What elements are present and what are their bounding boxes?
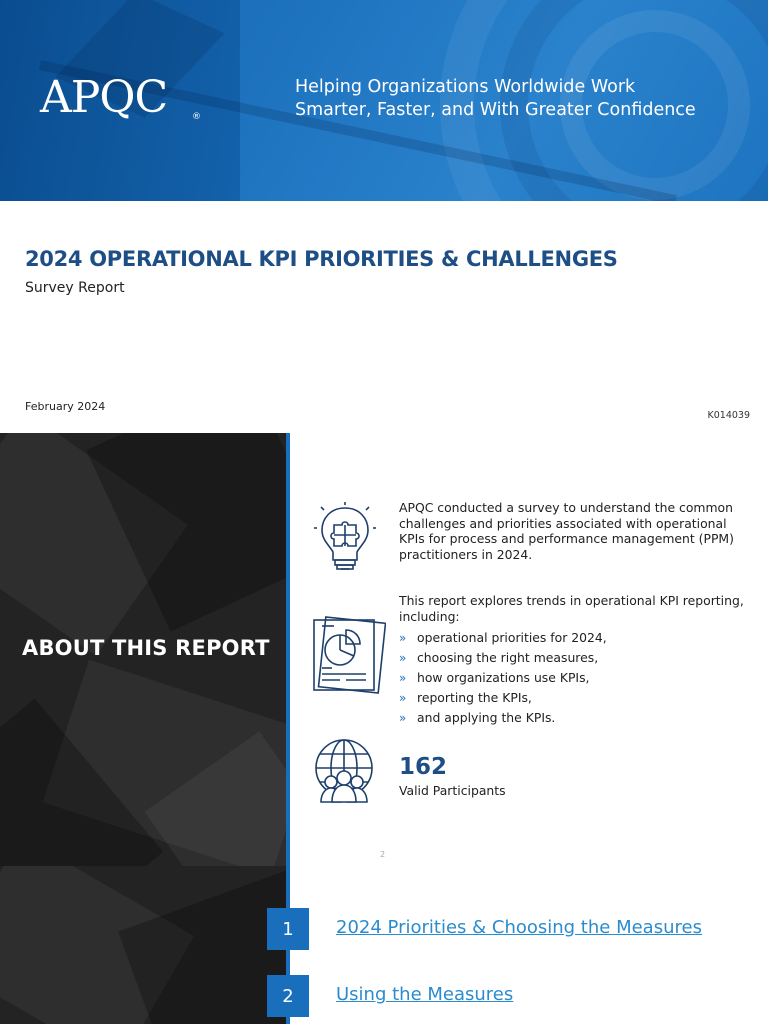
registered-mark: ® <box>192 112 201 122</box>
page-number: 2 <box>380 850 386 859</box>
topics-list <box>399 628 607 728</box>
list-item <box>399 708 607 728</box>
explore-paragraph: This report explores trends in operational KPI reporting, including: <box>399 593 744 624</box>
bullet-chevron-icon: » <box>399 711 407 725</box>
participants-count: 162 <box>399 754 448 780</box>
facet <box>118 870 287 1024</box>
bullet-chevron-icon: » <box>399 691 407 705</box>
toc-dark-panel <box>0 866 287 1024</box>
list-item <box>399 628 607 648</box>
list-item-text: how organizations use KPIs, <box>417 670 590 685</box>
lightbulb-puzzle-icon <box>312 500 378 576</box>
toc-number-1: 1 <box>267 908 309 950</box>
header-banner <box>0 0 768 201</box>
bullet-chevron-icon: » <box>399 651 407 665</box>
report-title: 2024 OPERATIONAL KPI PRIORITIES & CHALLENGES <box>25 247 618 271</box>
section-divider <box>286 433 290 866</box>
apqc-logo: APQC <box>40 72 168 123</box>
list-item <box>399 688 607 708</box>
list-item-text: operational priorities for 2024, <box>417 630 607 645</box>
tagline <box>295 76 696 122</box>
tagline-line-2: Smarter, Faster, and With Greater Confidence <box>295 100 696 120</box>
list-item-text: choosing the right measures, <box>417 650 599 665</box>
report-date: February 2024 <box>25 400 106 413</box>
report-chart-icon <box>310 616 386 694</box>
bullet-chevron-icon: » <box>399 671 407 685</box>
tagline-line-1: Helping Organizations Worldwide Work <box>295 77 636 97</box>
list-item-text: reporting the KPIs, <box>417 690 532 705</box>
globe-people-icon <box>311 738 377 804</box>
report-code: K014039 <box>707 410 750 421</box>
bullet-chevron-icon: » <box>399 631 407 645</box>
intro-paragraph: APQC conducted a survey to understand the common challenges and priorities associated with operational KPIs for process and performance management (PPM) practitioners in 2024. <box>399 500 734 562</box>
toc-number-2: 2 <box>267 975 309 1017</box>
toc-link-using-measures[interactable]: Using the Measures <box>336 984 514 1005</box>
participants-label: Valid Participants <box>399 783 506 798</box>
list-item <box>399 648 607 668</box>
toc-link-priorities[interactable]: 2024 Priorities & Choosing the Measures <box>336 917 702 938</box>
report-subtitle: Survey Report <box>25 280 125 296</box>
list-item <box>399 668 607 688</box>
list-item-text: and applying the KPIs. <box>417 710 556 725</box>
about-heading: ABOUT THIS REPORT <box>22 636 270 660</box>
